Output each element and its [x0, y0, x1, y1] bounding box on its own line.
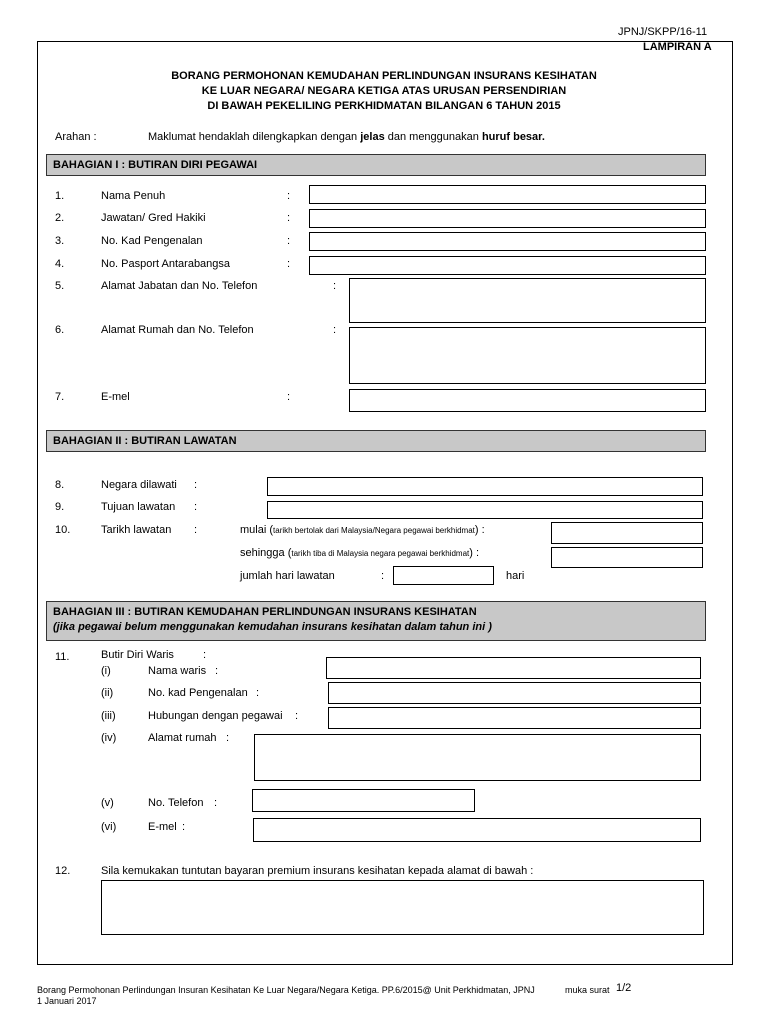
heir-email-field[interactable] [253, 818, 701, 842]
form-title-line-1: BORANG PERMOHONAN KEMUDAHAN PERLINDUNGAN INSURANS KESIHATAN [171, 70, 597, 82]
item-num: 6. [55, 324, 65, 336]
page-label: muka surat [565, 985, 610, 995]
ic-number-label: No. Kad Pengenalan [101, 235, 203, 247]
colon: : [333, 324, 337, 336]
heir-phone-label: No. Telefon [148, 797, 204, 809]
end-date-field[interactable] [551, 547, 703, 568]
full-name-field[interactable] [309, 185, 706, 204]
heir-details-label: Butir Diri Waris [101, 649, 174, 661]
heir-phone-field[interactable] [252, 789, 475, 812]
instruction-text: Maklumat hendaklah dilengkapkan dengan jelas dan menggunakan huruf besar. [148, 131, 545, 143]
sub-item-num: (v) [101, 797, 114, 809]
office-address-field[interactable] [349, 278, 706, 323]
visit-date-label: Tarikh lawatan [101, 524, 172, 536]
item-num: 5. [55, 280, 65, 292]
colon: : [333, 280, 337, 292]
passport-field[interactable] [309, 256, 706, 275]
email-field[interactable] [349, 389, 706, 412]
colon: : [287, 235, 291, 247]
total-days-label: jumlah hari lawatan [240, 570, 335, 582]
colon: : [226, 732, 230, 744]
ic-number-field[interactable] [309, 232, 706, 251]
total-days-field[interactable] [393, 566, 494, 585]
section-1-header: BAHAGIAN I : BUTIRAN DIRI PEGAWAI [46, 154, 706, 176]
item-num: 8. [55, 479, 65, 491]
colon: : [287, 212, 291, 224]
office-address-label: Alamat Jabatan dan No. Telefon [101, 280, 258, 292]
colon: : [256, 687, 260, 699]
heir-ic-label: No. kad Pengenalan [148, 687, 248, 699]
email-label: E-mel [101, 391, 130, 403]
passport-label: No. Pasport Antarabangsa [101, 258, 231, 270]
premium-claim-label: Sila kemukakan tuntutan bayaran premium insurans kesihatan kepada alamat di bawah : [101, 865, 534, 877]
section-3-header: BAHAGIAN III : BUTIRAN KEMUDAHAN PERLINDUNGAN INSURANS KESIHATAN (jika pegawai belum menggunakan kemudahan insurans kesihatan dalam tahun ini ) [46, 601, 706, 641]
country-label: Negara dilawati [101, 479, 177, 491]
colon: : [215, 665, 219, 677]
home-address-label: Alamat Rumah dan No. Telefon [101, 324, 254, 336]
item-num: 2. [55, 212, 65, 224]
sub-item-num: (iv) [101, 732, 117, 744]
item-num: 7. [55, 391, 65, 403]
item-num: 12. [55, 865, 71, 877]
item-num: 10. [55, 524, 71, 536]
item-num: 1. [55, 190, 65, 202]
form-title-line-2: KE LUAR NEGARA/ NEGARA KETIGA ATAS URUSAN PERSENDIRIAN [201, 85, 567, 97]
sub-item-num: (vi) [101, 821, 117, 833]
start-date-field[interactable] [551, 522, 703, 544]
instruction-label: Arahan : [55, 131, 97, 143]
colon: : [194, 479, 198, 491]
form-title-line-3: DI BAWAH PEKELILING PERKHIDMATAN BILANGAN 6 TAHUN 2015 [207, 100, 561, 112]
purpose-field[interactable] [267, 501, 703, 519]
heir-email-label: E-mel [148, 821, 177, 833]
form-reference: JPNJ/SKPP/16-11 [618, 26, 708, 38]
full-name-label: Nama Penuh [101, 190, 166, 202]
colon: : [182, 821, 186, 833]
start-date-label: mulai (tarikh bertolak dari Malaysia/Negara pegawai berkhidmat) : [240, 524, 485, 536]
end-date-label: sehingga (tarikh tiba di Malaysia negara pegawai berkhidmat) : [240, 547, 480, 559]
sub-item-num: (i) [101, 665, 111, 677]
sub-item-num: (ii) [101, 687, 114, 699]
colon: : [194, 501, 198, 513]
heir-relationship-label: Hubungan dengan pegawai [148, 710, 283, 722]
colon: : [287, 391, 291, 403]
heir-relationship-field[interactable] [328, 707, 701, 729]
heir-address-label: Alamat rumah [148, 732, 217, 744]
days-unit: hari [506, 570, 525, 582]
footer-text: Borang Permohonan Perlindungan Insuran Kesihatan Ke Luar Negara/Negara Ketiga. PP.6/2015@ Unit Perkhidmatan, JPNJ [37, 985, 535, 995]
section-2-header: BAHAGIAN II : BUTIRAN LAWATAN [46, 430, 706, 452]
position-grade-field[interactable] [309, 209, 706, 228]
section-3-subtitle: (jika pegawai belum menggunakan kemudahan insurans kesihatan dalam tahun ini ) [53, 621, 492, 633]
item-num: 4. [55, 258, 65, 270]
colon: : [203, 649, 207, 661]
colon: : [287, 258, 291, 270]
heir-address-field[interactable] [254, 734, 701, 781]
colon: : [381, 570, 385, 582]
colon: : [295, 710, 299, 722]
item-num: 9. [55, 501, 65, 513]
heir-name-label: Nama waris [148, 665, 207, 677]
sub-item-num: (iii) [101, 710, 116, 722]
country-field[interactable] [267, 477, 703, 496]
item-num: 11. [55, 651, 70, 663]
heir-ic-field[interactable] [328, 682, 701, 704]
item-num: 3. [55, 235, 65, 247]
colon: : [194, 524, 198, 536]
colon: : [287, 190, 291, 202]
footer-date: 1 Januari 2017 [37, 996, 97, 1006]
position-grade-label: Jawatan/ Gred Hakiki [101, 212, 206, 224]
claim-address-field[interactable] [101, 880, 704, 935]
home-address-field[interactable] [349, 327, 706, 384]
heir-name-field[interactable] [326, 657, 701, 679]
colon: : [214, 797, 218, 809]
purpose-label: Tujuan lawatan [101, 501, 176, 513]
page-number: 1/2 [616, 982, 632, 994]
attachment-label: LAMPIRAN A [643, 41, 712, 53]
